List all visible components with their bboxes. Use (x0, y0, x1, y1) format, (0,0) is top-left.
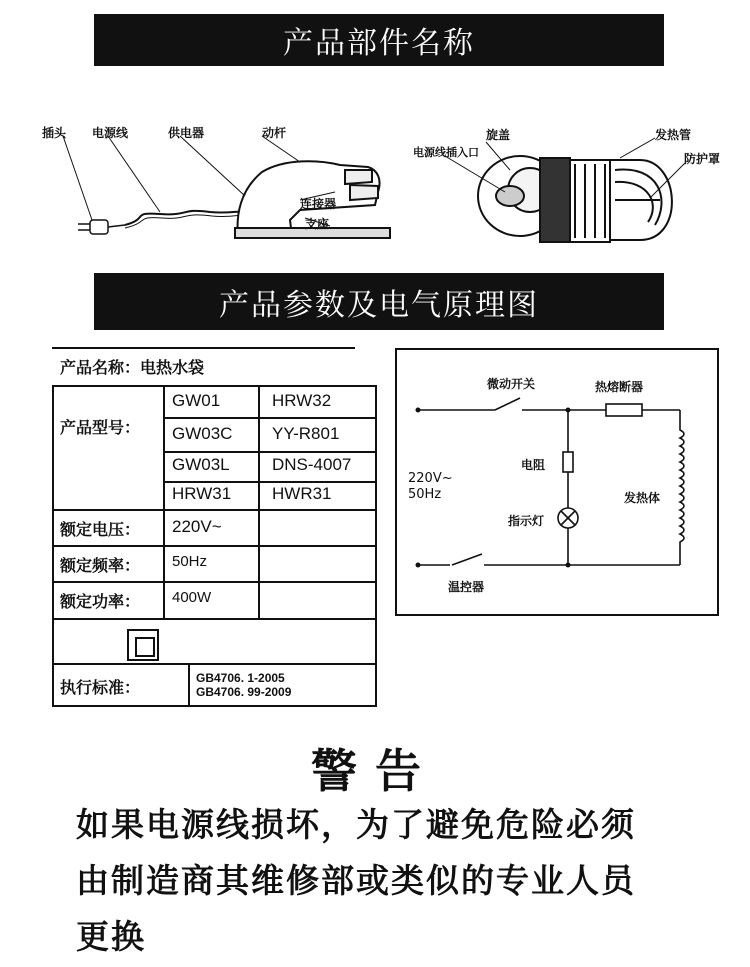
params-section-title: 产品参数及电气原理图 (94, 273, 664, 330)
power-value: 400W (172, 589, 212, 606)
stand-label: 支座 (305, 217, 330, 231)
connector-label: 连接器 (300, 197, 337, 211)
voltage-label-circuit: 220V~ (408, 471, 453, 486)
warning-title: 警告 (311, 744, 439, 798)
standard-value: GB4706. 99-2009 (196, 685, 292, 699)
warning-line: 由制造商其维修部或类似的专业人员 (76, 861, 636, 900)
standard-value: GB4706. 1-2005 (196, 671, 285, 685)
voltage-value: 220V~ (172, 517, 222, 536)
heater-label: 发热体 (624, 491, 661, 505)
model-cell: GW03L (172, 455, 230, 474)
power-supply-label: 供电器 (168, 126, 205, 140)
lever-label: 动杆 (262, 126, 287, 140)
plug-icon (78, 220, 125, 234)
model-cell: DNS-4007 (272, 455, 352, 474)
frequency-label: 额定频率： (60, 556, 141, 575)
cord-label: 电源线 (92, 126, 129, 140)
model-cell: HRW32 (272, 391, 332, 410)
power-label: 额定功率： (60, 592, 141, 611)
parts-section-title: 产品部件名称 (94, 14, 664, 66)
warning-line: 如果电源线损坏，为了避免危险必须 (76, 805, 636, 844)
frequency-value: 50Hz (172, 553, 208, 570)
heater-unit-icon (478, 156, 672, 242)
resistor-label: 电阻 (521, 458, 546, 472)
product-name-row (60, 355, 204, 378)
frequency-label-circuit: 50Hz (408, 487, 442, 502)
thermal-fuse-label: 热熔断器 (595, 380, 644, 394)
plug-label: 插头 (42, 126, 67, 140)
heater-tube-label: 发热管 (655, 128, 692, 142)
cap-label: 旋盖 (486, 128, 511, 142)
model-cell: GW01 (172, 391, 221, 410)
inlet-label: 电源线插入口 (413, 146, 479, 159)
micro-switch-label: 微动开关 (487, 377, 536, 391)
product-name-label: 产品名称： (60, 358, 141, 377)
model-cell: HRW31 (172, 484, 232, 503)
spec-top-rule (52, 347, 355, 349)
model-label: 产品型号： (60, 418, 141, 437)
indicator-label: 指示灯 (508, 514, 545, 528)
voltage-label: 额定电压： (60, 520, 141, 539)
model-cell: YY-R801 (272, 424, 340, 443)
standard-label: 执行标准： (60, 678, 141, 697)
guard-label: 防护罩 (684, 152, 721, 166)
power-cord-icon (125, 211, 250, 225)
double-insulation-icon (127, 629, 159, 661)
thermostat-label: 温控器 (448, 580, 485, 594)
spec-table (52, 385, 377, 707)
model-cell: GW03C (172, 424, 233, 443)
warning-line: 更换 (76, 917, 146, 956)
model-cell: HWR31 (272, 484, 332, 503)
warning-body (76, 797, 696, 965)
product-name-value: 电热水袋 (140, 358, 205, 377)
